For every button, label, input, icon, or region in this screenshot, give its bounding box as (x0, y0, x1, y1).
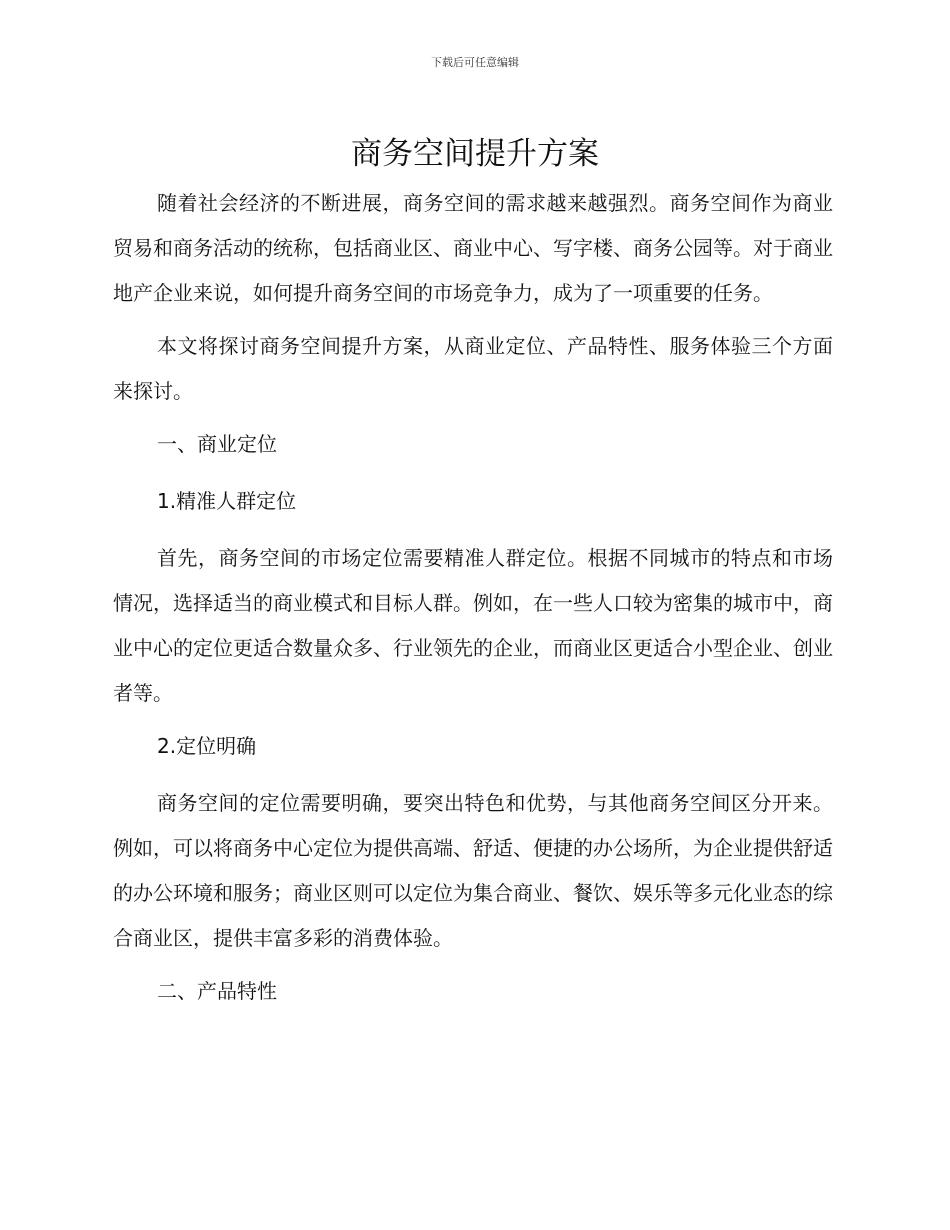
paragraph-targeting: 首先，商务空间的市场定位需要精准人群定位。根据不同城市的特点和市场情况，选择适当的商业模式和目标人群。例如，在一些人口较为密集的城市中，商业中心的定位更适合数量众多、行业领先的企业，而商业区更适合小型企业、创业者等。 (113, 546, 833, 705)
subsection-heading-1-1: 1.精准人群定位 (157, 489, 297, 513)
section-heading-2: 二、产品特性 (157, 979, 277, 1003)
paragraph-positioning: 商务空间的定位需要明确，要突出特色和优势，与其他商务空间区分开来。例如，可以将商务中心定位为提供高端、舒适、便捷的办公场所，为企业提供舒适的办公环境和服务；商业区则可以定位为集合商业、餐饮、娱乐等多元化业态的综合商业区，提供丰富多彩的消费体验。 (113, 791, 833, 950)
subsection-heading-1-2: 2.定位明确 (157, 734, 257, 758)
section-heading-1: 一、商业定位 (157, 432, 277, 456)
document-title: 商务空间提升方案 (351, 136, 599, 172)
paragraph-intro: 随着社会经济的不断进展，商务空间的需求越来越强烈。商务空间作为商业贸易和商务活动的统称，包括商业区、商业中心、写字楼、商务公园等。对于商业地产企业来说，如何提升商务空间的市场竞争力，成为了一项重要的任务。 (113, 191, 833, 305)
paragraph-overview: 本文将探讨商务空间提升方案，从商业定位、产品特性、服务体验三个方面来探讨。 (113, 334, 833, 403)
document-body (113, 181, 833, 1026)
header-note: 下载后可任意编辑 (431, 56, 519, 69)
